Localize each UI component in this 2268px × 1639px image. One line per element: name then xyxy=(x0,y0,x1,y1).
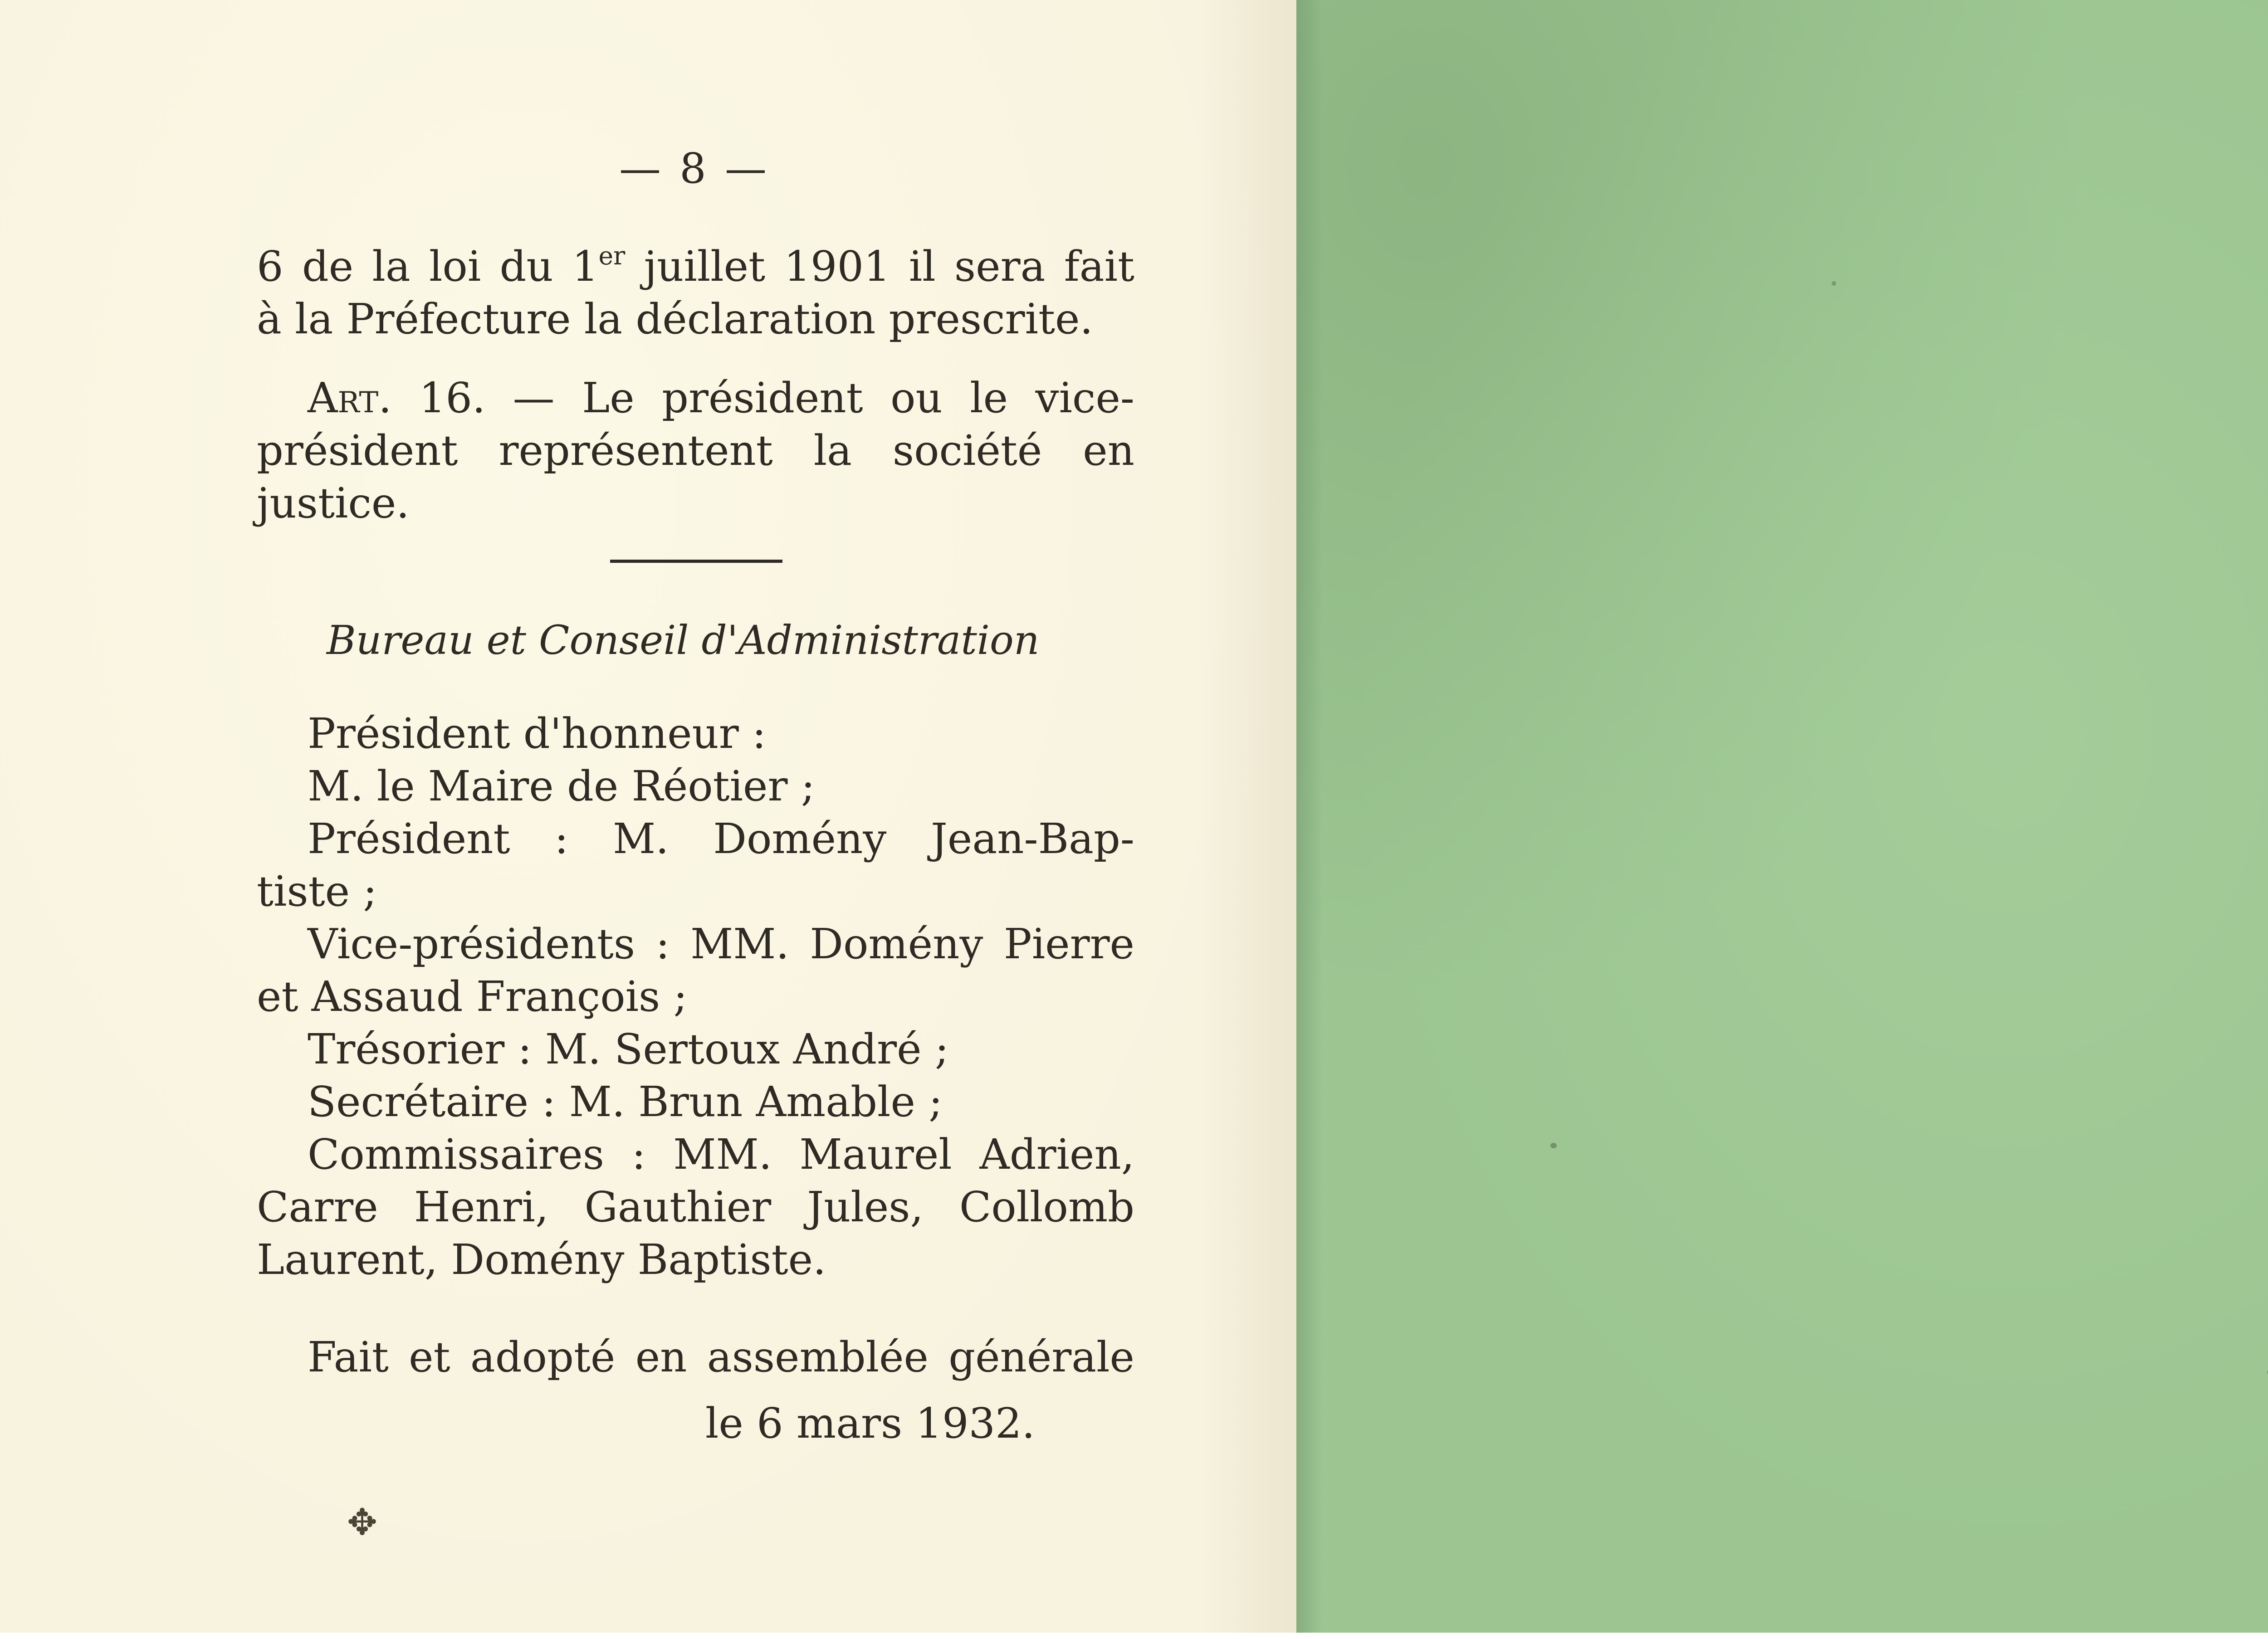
bureau-line: tiste ; xyxy=(257,867,377,916)
bureau-line: Président d'honneur : xyxy=(308,709,767,758)
article-16-line-3: justice. xyxy=(257,479,410,527)
continuation-line-2: à la Préfecture la déclaration prescrite. xyxy=(257,295,1093,343)
closing-line-1: Fait et adopté en assemblée générale xyxy=(308,1333,1134,1381)
adoption-date: le 6 mars 1932. xyxy=(705,1399,1035,1448)
bureau-line: M. le Maire de Réotier ; xyxy=(308,762,815,810)
bureau-line: Laurent, Domény Baptiste. xyxy=(257,1235,826,1284)
bureau-line: Carre Henri, Gauthier Jules, Collomb xyxy=(257,1183,1134,1231)
closing-paragraph xyxy=(257,1331,1134,1384)
section-divider xyxy=(610,560,782,563)
bureau-line: et Assaud François ; xyxy=(257,972,688,1021)
bureau-line: Président : M. Domény Jean-Bap- xyxy=(308,815,1134,863)
paper-speck xyxy=(1550,1143,1557,1148)
article-16-paragraph xyxy=(257,372,1134,530)
article-16-line-1: Art. 16. — Le président ou le vice- xyxy=(308,374,1134,422)
bureau-members-list xyxy=(257,707,1134,1286)
bureau-line: Secrétaire : M. Brun Amable ; xyxy=(308,1078,943,1126)
section-heading: Bureau et Conseil d'Administration xyxy=(327,617,1040,663)
article-label: Art. xyxy=(308,374,392,422)
page-number: — 8 — xyxy=(619,144,770,193)
green-cover-page xyxy=(1296,0,2268,1633)
ordinal-superscript: er xyxy=(598,241,626,270)
scan-bottom-edge xyxy=(0,1633,2268,1639)
paper-speck xyxy=(1832,281,1836,286)
bureau-line: Commissaires : MM. Maurel Adrien, xyxy=(308,1130,1134,1179)
continuation-line-1: 6 de la loi du 1er juillet 1901 il sera fait xyxy=(257,241,1135,291)
article-16-line-2: président représentent la société en xyxy=(257,426,1134,475)
printer-ornament-icon: ✥ xyxy=(347,1501,378,1543)
bureau-line: Vice-présidents : MM. Domény Pierre xyxy=(308,920,1134,968)
bureau-line: Trésorier : M. Sertoux André ; xyxy=(308,1025,949,1073)
continuation-paragraph xyxy=(257,240,1134,346)
